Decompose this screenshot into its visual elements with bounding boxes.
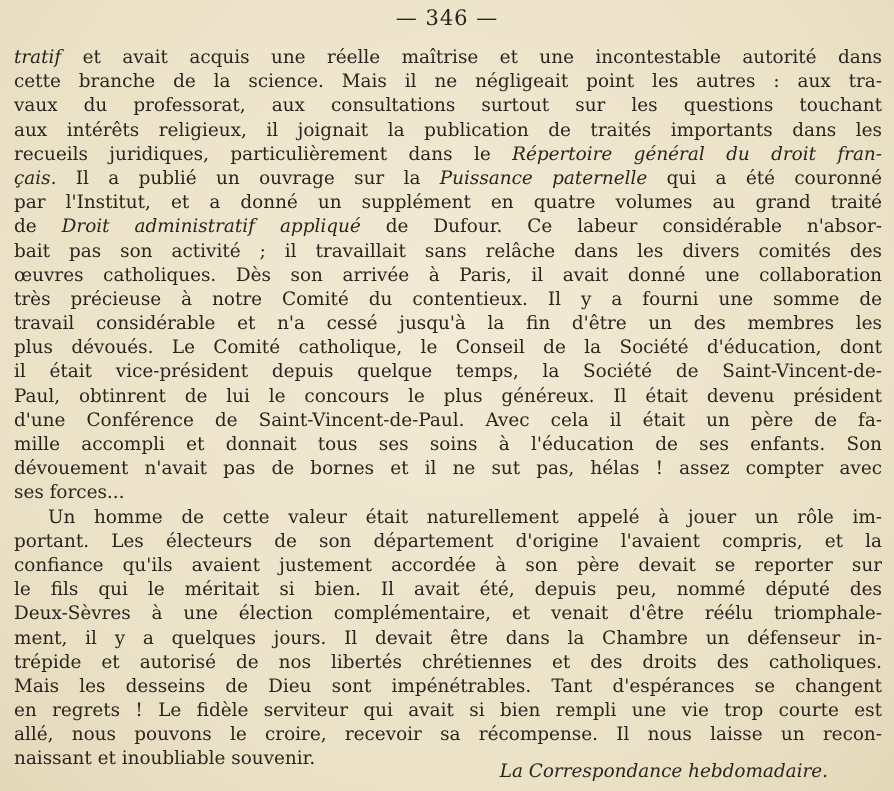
text-segment: œuvres catholiques. Dès son arrivée à Paris, il avait donné une collaboration <box>14 264 882 286</box>
text-segment: cette branche de la science. Mais il ne négligeait point les autres : aux tra- <box>14 71 882 93</box>
text-segment: allé, nous pouvons le croire, recevoir sa récompense. Il nous laisse un recon- <box>14 724 882 746</box>
text-segment: travail considérable et n'a cessé jusqu'à la fin d'être un des membres les <box>14 313 882 335</box>
italic-text: çais. <box>14 167 57 189</box>
text-segment: Un homme de cette valeur était naturellement appelé à jouer un rôle im- <box>48 506 882 528</box>
text-segment: qui a été couronné <box>647 167 882 189</box>
text-line <box>14 94 882 118</box>
text-line <box>14 506 882 530</box>
text-line <box>14 481 882 505</box>
text-line <box>14 119 882 143</box>
paragraph <box>14 506 882 772</box>
text-line <box>14 70 882 94</box>
text-line <box>14 699 882 723</box>
text-segment: ses forces... <box>14 482 125 504</box>
text-line <box>14 312 882 336</box>
text-line <box>14 554 882 578</box>
text-line <box>14 215 882 239</box>
text-segment: bait pas son activité ; il travaillait sans relâche dans les divers comités des <box>14 240 882 262</box>
text-line <box>14 143 882 167</box>
text-segment: ment, il y a quelques jours. Il devait être dans la Chambre un défenseur in- <box>14 627 882 649</box>
italic-text: Puissance paternelle <box>439 167 648 189</box>
text-segment: en regrets ! Le fidèle serviteur qui avait si bien rempli une vie trop courte est <box>14 700 882 722</box>
text-segment: Paul, obtinrent de lui le concours le plus généreux. Il était devenu président <box>14 385 882 407</box>
text-segment: Il a publié un ouvrage sur la <box>56 167 440 189</box>
text-segment: le fils qui le méritait si bien. Il avait été, depuis peu, nommé député des <box>14 579 882 601</box>
text-line <box>14 578 882 602</box>
text-segment: et avait acquis une réelle maîtrise et une incontestable autorité dans <box>61 47 882 68</box>
text-line <box>14 602 882 626</box>
text-segment: d'une Conférence de Saint-Vincent-de-Paul. Avec cela il était un père de fa- <box>14 409 882 431</box>
text-segment: de <box>14 216 62 238</box>
text-line <box>14 264 882 288</box>
text-segment: il était vice-président depuis quelque temps, la Société de Saint-Vincent-de- <box>14 361 882 383</box>
text-line <box>14 191 882 215</box>
text-segment: mille accompli et donnait tous ses soins à l'éducation de ses enfants. Son <box>14 434 882 455</box>
source-signature: La Correspondance hebdomadaire. <box>499 761 828 782</box>
italic-text: tratif <box>14 47 62 68</box>
text-line <box>14 336 882 360</box>
text-line <box>14 433 882 457</box>
text-segment: trépide et autorisé de nos libertés chrétiennes et des droits des catholiques. <box>14 651 882 673</box>
text-line <box>14 675 882 699</box>
text-segment: très précieuse à notre Comité du contentieux. Il y a fourni une somme de <box>14 288 882 310</box>
text-line <box>14 723 882 747</box>
paragraph <box>14 46 882 506</box>
text-segment: par l'Institut, et a donné un supplément en quatre volumes au grand traité <box>14 192 882 214</box>
text-line <box>14 360 882 384</box>
text-line <box>14 46 882 70</box>
text-segment: recueils juridiques, particulièrement dans le <box>14 143 513 165</box>
text-line <box>14 530 882 554</box>
text-segment: naissant et inoubliable souvenir. <box>14 748 316 770</box>
text-line <box>14 409 882 433</box>
text-segment: vaux du professorat, aux consultations surtout sur les questions touchant <box>14 95 882 117</box>
italic-text: Répertoire général du droit fran- <box>512 143 882 165</box>
text-line <box>14 288 882 312</box>
page-number: — 346 — <box>395 6 499 30</box>
text-line <box>14 651 882 675</box>
text-line <box>14 627 882 651</box>
text-segment: Deux-Sèvres à une élection complémentaire, et venait d'être réélu triomphale- <box>14 603 882 625</box>
text-line <box>14 457 882 481</box>
text-segment: plus dévoués. Le Comité catholique, le Conseil de la Société d'éducation, dont <box>14 337 882 359</box>
text-line <box>14 167 882 191</box>
text-segment: aux intérêts religieux, il joignait la publication de traités importants dans les <box>14 119 882 141</box>
text-line <box>14 385 882 409</box>
text-segment: confiance qu'ils avaient justement accordée à son père devait se reporter sur <box>14 554 882 576</box>
text-segment: de Dufour. Ce labeur considérable n'absor- <box>360 216 882 238</box>
text-line <box>14 240 882 264</box>
text-segment: Mais les desseins de Dieu sont impénétrables. Tant d'espérances se changent <box>14 675 882 697</box>
italic-text: Droit administratif appliqué <box>61 216 361 238</box>
text-segment: dévouement n'avait pas de bornes et il ne sut pas, hélas ! assez compter avec <box>14 458 882 480</box>
text-segment: portant. Les électeurs de son département d'origine l'avaient compris, et la <box>14 530 882 552</box>
article-body <box>14 46 882 772</box>
